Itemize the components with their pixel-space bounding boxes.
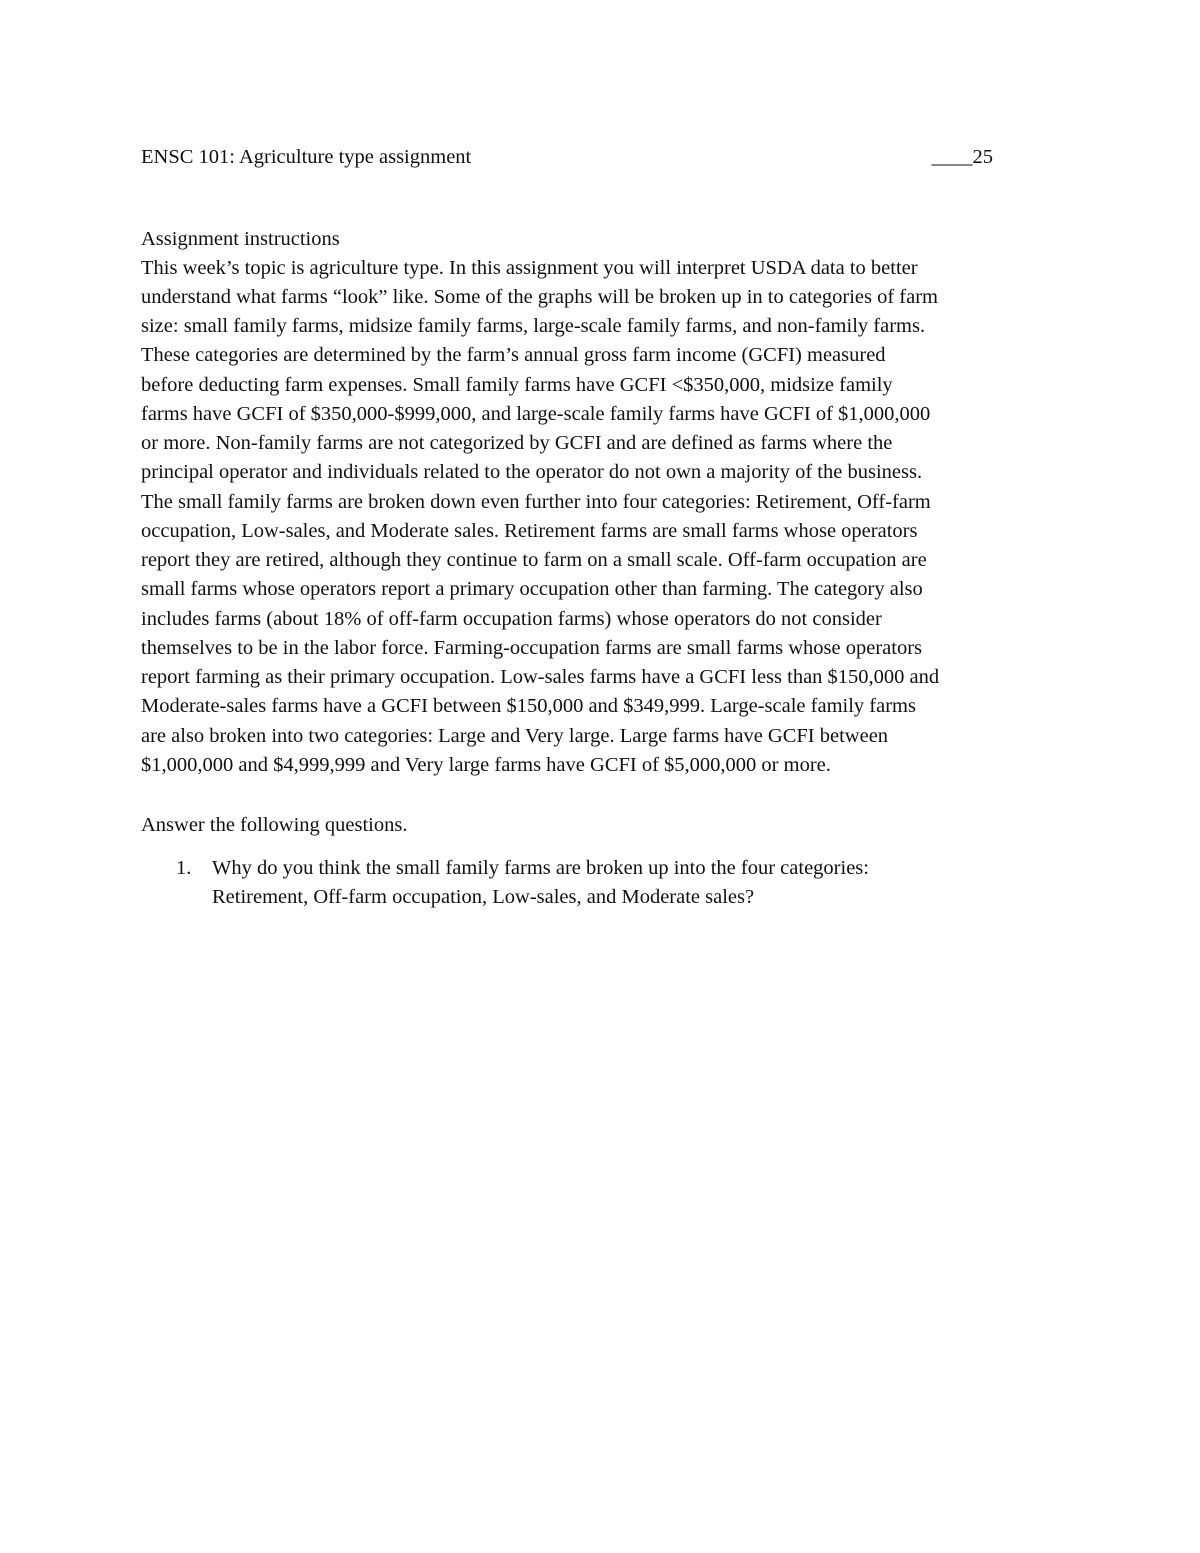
question-list	[141, 854, 1041, 913]
assignment-title: ENSC 101: Agriculture type assignment	[141, 146, 472, 168]
question-number: 1.	[176, 857, 192, 879]
instructions-line: This week’s topic is agriculture type. In this assignment you will interpret USDA data to better	[141, 256, 918, 279]
instructions-line: farms have GCFI of $350,000-$999,000, and large-scale family farms have GCFI of $1,000,000	[141, 402, 931, 425]
instructions-line: are also broken into two categories: Large and Very large. Large farms have GCFI between	[141, 724, 889, 747]
instructions-heading: Assignment instructions	[141, 228, 340, 250]
instructions-line: Moderate-sales farms have a GCFI between $150,000 and $349,999. Large-scale family farms	[141, 695, 916, 718]
instructions-line: small farms whose operators report a primary occupation other than farming. The category also	[141, 578, 923, 601]
instructions-line: The small family farms are broken down even further into four categories: Retirement, Off-farm	[141, 490, 931, 513]
instructions-line: size: small family farms, midsize family farms, large-scale family farms, and non-family farms.	[141, 315, 926, 337]
instructions-line: occupation, Low-sales, and Moderate sales. Retirement farms are small farms whose operators	[141, 519, 918, 542]
instructions-line: before deducting farm expenses. Small family farms have GCFI <$350,000, midsize family	[141, 373, 893, 396]
question-item	[141, 854, 1041, 913]
instructions-line: understand what farms “look” like. Some of the graphs will be broken up in to categories of farm	[141, 285, 938, 308]
instructions-line: principal operator and individuals related to the operator do not own a majority of the business.	[141, 461, 923, 484]
instructions-line: or more. Non-family farms are not categorized by GCFI and are defined as farms where the	[141, 432, 893, 454]
question-text-line: Retirement, Off-farm occupation, Low-sales, and Moderate sales?	[212, 886, 755, 909]
instructions-line: themselves to be in the labor force. Farming-occupation farms are small farms whose operators	[141, 636, 923, 659]
instructions-line: includes farms (about 18% of off-farm occupation farms) whose operators do not consider	[141, 607, 882, 630]
instructions-line: These categories are determined by the farm’s annual gross farm income (GCFI) measured	[141, 344, 886, 367]
score-field: ____25	[931, 146, 993, 168]
instructions-line: report farming as their primary occupation. Low-sales farms have a GCFI less than $150,000 and	[141, 666, 940, 688]
instructions-line: $1,000,000 and $4,999,999 and Very large farms have GCFI of $5,000,000 or more.	[141, 753, 831, 776]
questions-heading: Answer the following questions.	[141, 814, 408, 836]
instructions-paragraph	[141, 254, 1071, 781]
instructions-line: report they are retired, although they continue to farm on a small scale. Off-farm occupation are	[141, 549, 927, 571]
question-text-line: Why do you think the small family farms are broken up into the four categories:	[212, 857, 869, 879]
